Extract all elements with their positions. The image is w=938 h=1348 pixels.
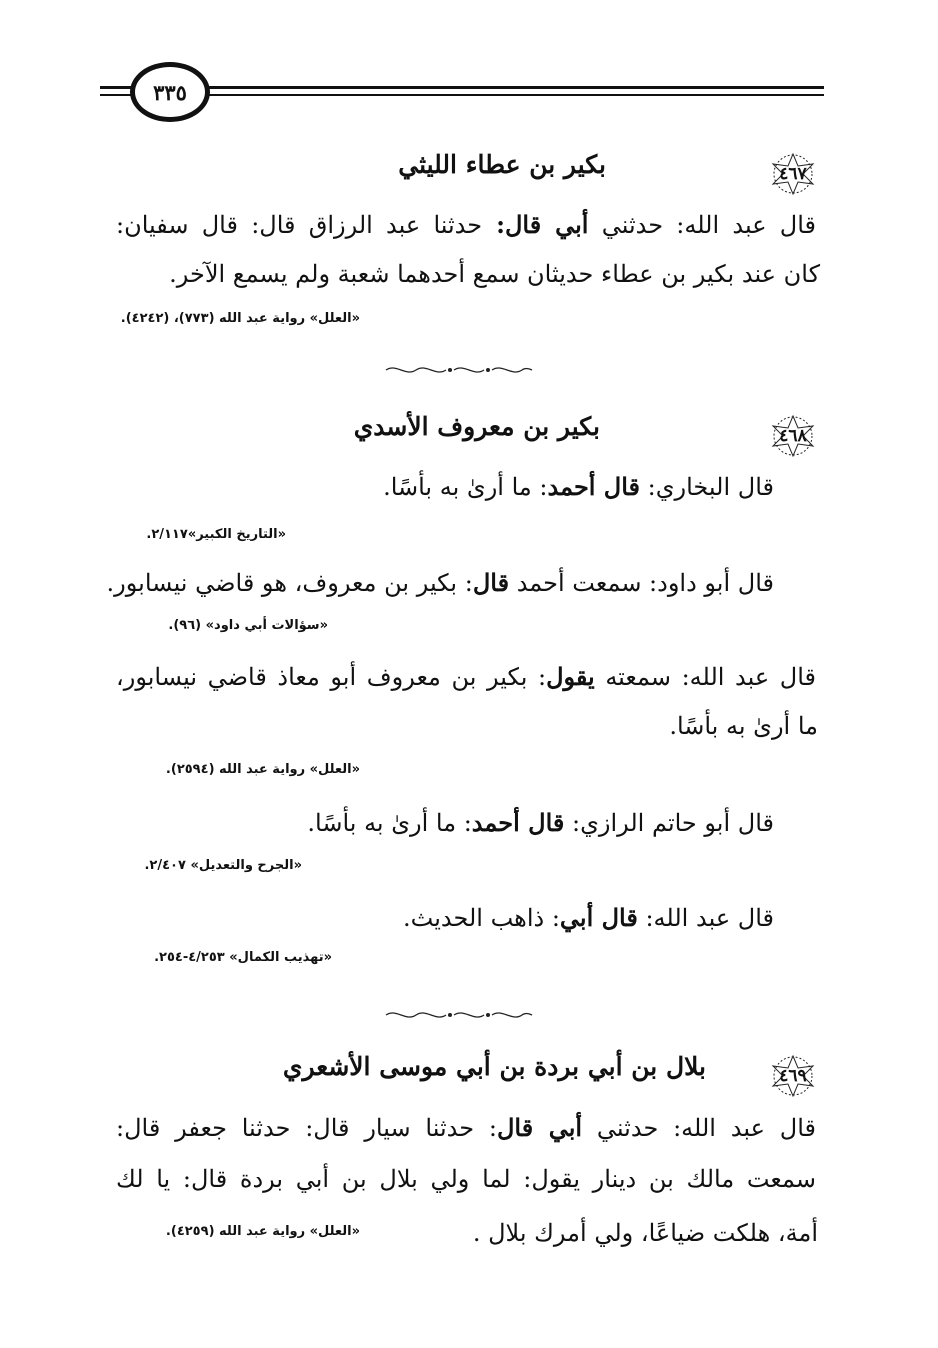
text-run: : ما أرىٰ به بأسًا. <box>307 809 472 837</box>
citation: «العلل» رواية عبد الله (٤٢٥٩). <box>165 1224 360 1239</box>
text-run: : ذاهب الحديث. <box>403 904 560 932</box>
entry-number: ٤٦٩ <box>779 1066 807 1086</box>
text-run: : بكير بن معروف أبو معاذ قاضي نيسابور، <box>116 663 547 691</box>
body-line <box>669 712 818 740</box>
page-number: ٣٣٥ <box>130 62 210 122</box>
text-run: قال عبد الله: حدثني <box>582 1114 816 1142</box>
body-line <box>107 568 774 597</box>
citation: «التاريخ الكبير»٢/١١٧. <box>146 527 286 542</box>
text-run: : بكير بن معروف، هو قاضي نيسابور. <box>106 569 473 597</box>
body-line <box>116 1113 816 1142</box>
body-line <box>116 1165 816 1193</box>
bold-run: قال <box>472 568 510 597</box>
entry-title: بلال بن أبي بردة بن أبي موسى الأشعري <box>282 1052 706 1081</box>
bold-run: أبي قال: <box>482 210 589 239</box>
citation: «سؤالات أبي داود» (٩٦). <box>168 618 328 633</box>
text-run: قال عبد الله: <box>637 904 774 932</box>
entry-number: ٤٦٧ <box>779 164 807 184</box>
bold-run: قال أحمد <box>471 808 565 837</box>
text-run: : ما أرىٰ به بأسًا. <box>383 473 548 501</box>
body-line <box>383 472 774 501</box>
text-run: قال البخاري: <box>640 473 774 501</box>
text-run: : حدثنا سيار قال: حدثنا جعفر قال: <box>116 1114 497 1142</box>
body-line <box>473 1219 818 1247</box>
citation: «العلل» رواية عبد الله (٧٧٣)، (٤٢٤٢). <box>120 311 360 326</box>
text-run: قال عبد الله: سمعته <box>594 663 816 691</box>
ornamental-divider <box>384 363 534 377</box>
body-line <box>403 903 774 932</box>
entry-number-badge <box>768 1054 818 1098</box>
text-run: حدثنا عبد الرزاق قال: قال سفيان: <box>116 211 483 239</box>
text-run: كان عند بكير بن عطاء حديثان سمع أحدهما شعبة ولم يسمع الآخر. <box>169 260 820 288</box>
entry-title: بكير بن عطاء الليثي <box>398 150 606 179</box>
citation: «تهذيب الكمال» ٤/٢٥٣-٢٥٤. <box>154 950 332 965</box>
body-line <box>307 808 774 837</box>
entry-number-badge <box>768 152 818 196</box>
citation: «العلل» رواية عبد الله (٢٥٩٤). <box>165 762 360 777</box>
entry-title: بكير بن معروف الأسدي <box>353 412 600 441</box>
text-run: ما أرىٰ به بأسًا. <box>669 712 818 740</box>
bold-run: أبي قال <box>496 1113 583 1142</box>
bold-run: قال أحمد <box>547 472 641 501</box>
text-run: قال أبو حاتم الرازي: <box>564 809 774 837</box>
text-run: قال أبو داود: سمعت أحمد <box>509 569 774 597</box>
text-run: قال عبد الله: حدثني <box>588 211 816 239</box>
ornamental-divider <box>384 1008 534 1022</box>
body-line <box>116 210 816 239</box>
bold-run: قال أبي <box>559 903 638 932</box>
citation: «الجرح والتعديل» ٢/٤٠٧. <box>144 858 302 873</box>
entry-number-badge <box>768 414 818 458</box>
text-run: سمعت مالك بن دينار يقول: لما ولي بلال بن أبي بردة قال: يا لك <box>116 1165 816 1193</box>
entry-number: ٤٦٨ <box>779 426 807 446</box>
bold-run: يقول <box>546 662 595 691</box>
text-run: أمة، هلكت ضياعًا، ولي أمرك بلال . <box>472 1219 818 1247</box>
body-line <box>116 662 816 691</box>
body-line <box>169 260 820 288</box>
